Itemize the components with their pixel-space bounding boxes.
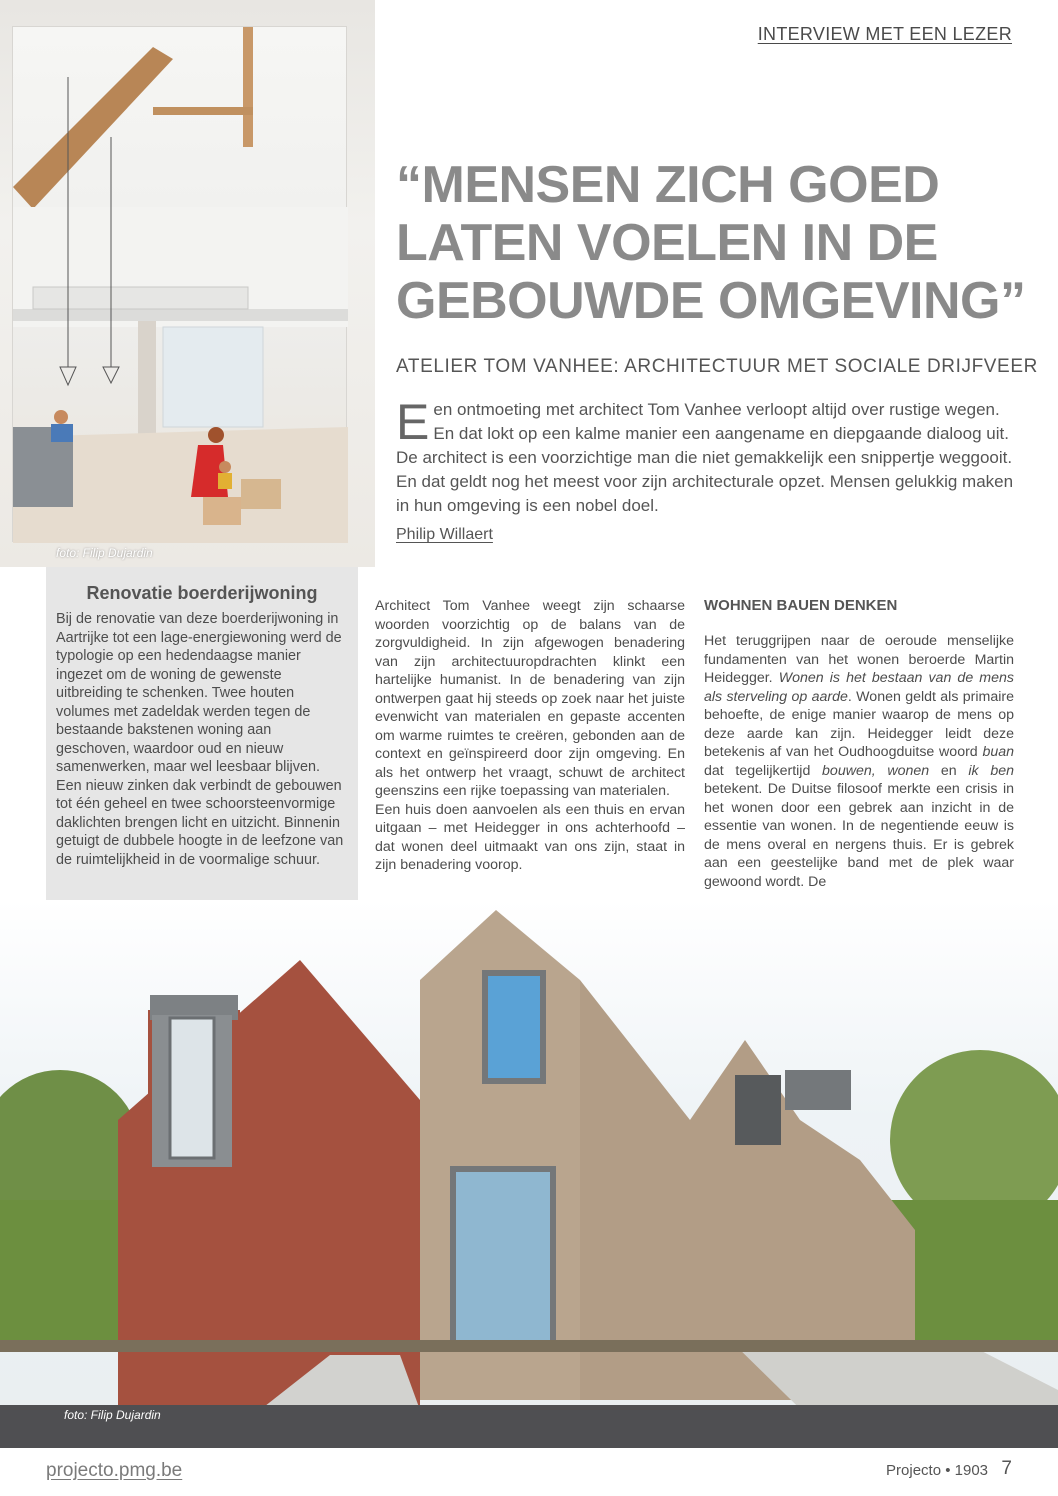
sidebar-title: Renovatie boerderijwoning xyxy=(86,583,318,603)
subhead: ATELIER TOM VANHEE: ARCHITECTUUR MET SOCIALE DRIJFVEER xyxy=(396,356,1038,377)
italic-run: ik ben xyxy=(968,762,1015,779)
dormer-window xyxy=(170,1018,214,1158)
article-column-middle xyxy=(375,597,685,875)
house-photo-illustration xyxy=(0,900,1058,1448)
text-run: . Wonen geldt als primaire behoefte, de enige manier waarop de mens op deze aarde kan zijn. Heidegger leidt deze betekenis af van het Oudhoogduitse woord xyxy=(704,688,1014,760)
column-right-text xyxy=(704,632,1014,891)
intro-paragraph xyxy=(396,394,1020,518)
pendant-lamp xyxy=(103,367,119,383)
sidebar-text: Bij de renovatie van deze boerderijwoning in Aartrijke tot een lage-energiewoning werd de typologie op een hedendaagse manier ingezet om de woning de gewenste uitbreiding te schenken. Twee houten volumes met zadeldak werden tegen de bestaande bakstenen woning aan geschoven, waardoor oud en nieuw samenwerken, maar wel leesbaar blijven. Een nieuw zinken dak verbindt de gebouwen tot één geheel en twee schoorsteenvormige daklichten brengen licht en uitzicht. Binnenin getuigt de dubbele hoogte in de leefzone van de ruimtelijkheid in de voormalige schuur. xyxy=(56,611,344,868)
column-middle-para1: Architect Tom Vanhee weegt zijn schaarse woorden voorzichtig op de balans van de zorgvuldigheid. In zijn afgewogen benadering van zijn architectuuropdrachten klinkt een hartelijke humanist. In de benadering van zijn ontwerpen gaat hij steeds op zoek naar het juiste evenwicht van materialen en gepaste accenten om warme ruimtes te creëren, gebonden aan de context en geïnspireerd door zijn omgeving. En als het ontwerp het vraagt, schuwt de architect geenszins een rijke toepassing van materialen. xyxy=(375,598,685,799)
column-middle-para2: Een huis doen aanvoelen als een thuis en ervan uitgaan – met Heidegger in ons achterhoofd – dat wonen deel uitmaakt van ons zijn, staat in zijn benadering voorop. xyxy=(375,801,685,873)
headline: “MENSEN ZICH GOED LATEN VOELEN IN DE GEBOUWDE OMGEVING” xyxy=(396,156,1026,330)
timber-volume xyxy=(580,980,915,1400)
door-window-glass xyxy=(456,1172,550,1344)
column-right-heading: WOHNEN BAUEN DENKEN xyxy=(704,597,898,614)
photo-credit-bottom: foto: Filip Dujardin xyxy=(64,1408,161,1422)
roof-beam xyxy=(13,47,173,209)
mezzanine-edge xyxy=(13,309,348,321)
article-column-right xyxy=(704,632,1014,891)
louvre-vent xyxy=(735,1075,781,1145)
roof-post xyxy=(243,27,253,147)
text-run: en xyxy=(929,762,969,779)
pendant-lamp xyxy=(60,367,76,385)
interior-photo-illustration xyxy=(13,27,348,543)
footer-issue: Projecto • 1903 xyxy=(886,1462,988,1479)
window xyxy=(163,327,263,427)
soil-strip xyxy=(0,1340,1058,1352)
text-run: dat tegelijkertijd xyxy=(704,762,823,779)
footer-url-link[interactable]: projecto.pmg.be xyxy=(46,1460,183,1481)
roof-tie xyxy=(153,107,253,115)
text-run: betekent. De Duitse filosoof merkte een crisis in het wonen door een gebrek aan inzicht in de essentie van wonen. In de negentiende eeuw is de mens overal en nergens thuis. Er is gebrek aan een geestelijke band met de plek waar gewoond wordt. De xyxy=(704,781,1014,890)
interior-photo-frame xyxy=(12,26,347,542)
italic-run: buan xyxy=(982,744,1014,760)
toddler-figure-body xyxy=(218,473,232,489)
page-number: 7 xyxy=(1001,1458,1012,1479)
drop-cap: E xyxy=(396,394,430,450)
child-figure xyxy=(54,410,68,424)
italic-run: bouwen, wonen xyxy=(822,762,930,779)
cardboard-box xyxy=(203,497,241,525)
mezzanine-railing xyxy=(33,287,248,309)
interior-photo xyxy=(0,0,375,567)
woman-figure xyxy=(208,427,224,443)
zinc-chimney xyxy=(785,1070,851,1110)
photo-credit-top: foto: Filip Dujardin xyxy=(56,546,153,560)
italic-run: Wonen is het bestaan van de mens als sterveling op aarde xyxy=(704,670,1014,705)
child-figure-body xyxy=(51,424,73,442)
author-link[interactable]: Philip Willaert xyxy=(396,526,493,543)
window-glass xyxy=(488,976,540,1078)
section-tag: INTERVIEW MET EEN LEZER xyxy=(757,24,1012,44)
text-run: Het teruggrijpen naar de oeroude menselijke fundamenten van het wonen beroerde Martin Heidegger. xyxy=(704,633,1014,686)
toddler-figure xyxy=(219,461,231,473)
sidebar-box xyxy=(46,567,358,900)
house-photo xyxy=(0,900,1058,1448)
intro-text: en ontmoeting met architect Tom Vanhee verloopt altijd over rustige wegen. En dat lokt op een kalme manier een aangename en diepgaande dialoog uit. De architect is een voorzichtige man die niet gemakkelijk een snippertje weggooit. En dat geldt nog het meest voor zijn architecturale opzet. Mensen gelukkig maken in hun omgeving is een nobel doel. xyxy=(396,400,1014,515)
cardboard-box xyxy=(241,479,281,509)
